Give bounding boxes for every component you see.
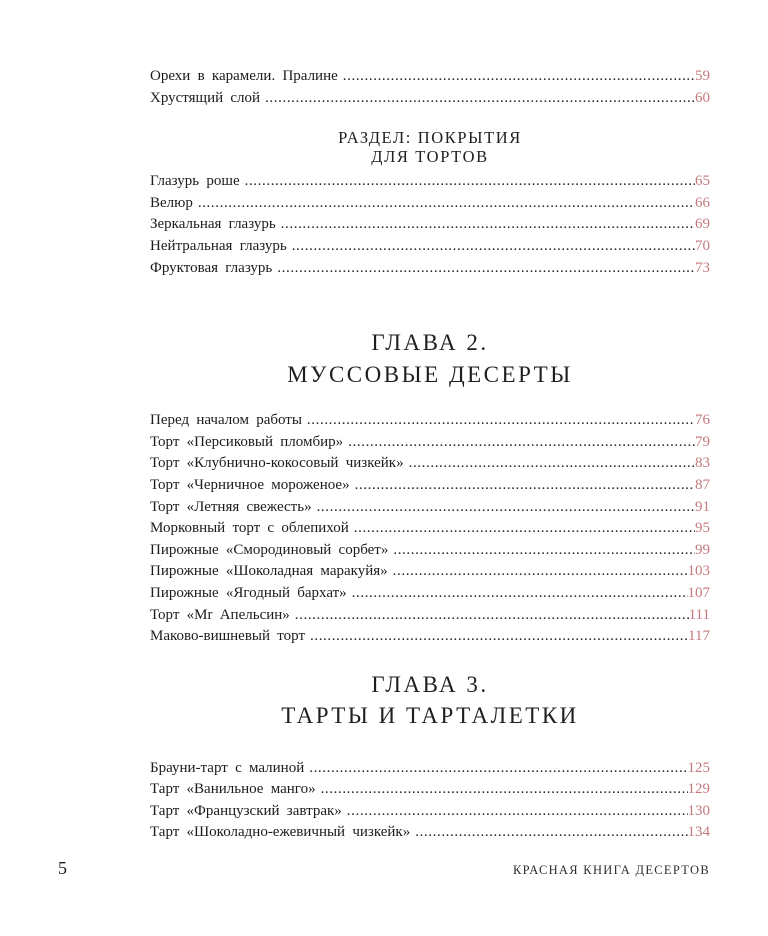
toc-leader-dots: [292, 236, 695, 258]
toc-entry-page-number: 59: [695, 68, 710, 84]
toc-entry-page-number: 95: [695, 520, 710, 537]
toc-leader-dots: [348, 432, 695, 454]
toc-entry-title: Зеркальная глазурь: [150, 216, 276, 233]
toc-entry-page-number: 125: [687, 759, 710, 776]
toc-entry-title: Нейтральная глазурь: [150, 237, 287, 254]
chapter-heading-line: ГЛАВА 2.: [371, 330, 489, 356]
toc-entry-title: Тарт «Шоколадно-ежевичный чизкейк»: [150, 824, 411, 841]
toc-entry-page-number: 130: [687, 802, 710, 819]
toc-entry-title: Пирожные «Шоколадная маракуйя»: [150, 563, 388, 580]
toc-entry-row: [150, 758, 710, 780]
toc-entry-title: Тарт «Ванильное манго»: [150, 781, 316, 798]
toc-entry-row: [150, 801, 710, 823]
toc-leader-dots: [198, 193, 695, 215]
chapter-heading: [150, 327, 710, 390]
toc-leader-dots: [281, 214, 695, 236]
toc-entry-page-number: 65: [695, 173, 710, 190]
toc-entry-row: [150, 583, 710, 605]
toc-entry-page-number: 73: [695, 259, 710, 276]
toc-entry-page-number: 87: [695, 476, 710, 493]
toc-entry-title: Маково-вишневый торт: [150, 628, 305, 645]
toc-leader-dots: [321, 779, 688, 801]
toc-entry-title: Морковный торт с облепихой: [150, 520, 349, 537]
toc-leader-dots: [354, 518, 695, 540]
toc-entry-title: Орехи в карамели. Пралине: [150, 68, 338, 84]
toc-entry-page-number: 83: [695, 455, 710, 472]
toc-entry-title: Глазурь роше: [150, 173, 240, 190]
toc-entry-page-number: 134: [687, 824, 710, 841]
table-of-contents: [150, 0, 710, 844]
toc-leader-dots: [277, 258, 695, 280]
toc-entry-page-number: 99: [695, 541, 710, 558]
toc-leader-dots: [409, 453, 695, 475]
toc-entry-page-number: 111: [688, 606, 710, 623]
toc-leader-dots: [307, 410, 695, 432]
toc-entry-title: Тарт «Французский завтрак»: [150, 802, 342, 819]
toc-entry-row: [150, 605, 710, 627]
toc-entry-row: [150, 453, 710, 475]
toc-leader-dots: [355, 475, 695, 497]
chapter-heading-line: ГЛАВА 3.: [371, 671, 489, 697]
toc-leader-dots: [310, 626, 688, 648]
toc-entry-row: [150, 171, 710, 193]
toc-entry-row: [150, 214, 710, 236]
toc-entry-page-number: 129: [687, 781, 710, 798]
toc-entry-row: [150, 66, 710, 88]
toc-entry-page-number: 76: [695, 412, 710, 429]
section-heading-line: ДЛЯ ТОРТОВ: [371, 147, 489, 167]
toc-entry-title: Торт «Летняя свежесть»: [150, 498, 312, 515]
toc-entry-page-number: 60: [695, 89, 710, 106]
section-heading-line: РАЗДЕЛ: ПОКРЫТИЯ: [338, 128, 522, 148]
toc-leader-dots: [393, 540, 695, 562]
toc-entry-title: Перед началом работы: [150, 412, 302, 429]
toc-entry-row: [150, 518, 710, 540]
toc-entry-page-number: 107: [687, 584, 710, 601]
toc-entry-title: Велюр: [150, 194, 193, 211]
chapter-heading: [150, 669, 710, 732]
toc-entry-row: [150, 88, 710, 110]
folio-page-number: 5: [58, 858, 67, 878]
toc-entry-page-number: 103: [687, 563, 710, 580]
toc-entry-row: [150, 432, 710, 454]
toc-entry-page-number: 70: [695, 237, 710, 254]
toc-leader-dots: [347, 801, 688, 823]
toc-leader-dots: [415, 822, 687, 844]
toc-entries-group: [150, 66, 710, 109]
toc-entry-title: Торт «Клубнично-кокосовый чизкейк»: [150, 455, 404, 472]
toc-entry-title: Торт «Mr Апельсин»: [150, 606, 290, 623]
toc-entry-page-number: 69: [695, 216, 710, 233]
toc-entries-group: [150, 171, 710, 279]
toc-entry-title: Торт «Персиковый пломбир»: [150, 433, 344, 450]
toc-leader-dots: [393, 561, 688, 583]
toc-entry-title: Хрустящий слой: [150, 89, 261, 106]
toc-entry-page-number: 117: [688, 628, 710, 645]
toc-entry-page-number: 79: [695, 433, 710, 450]
toc-entry-row: [150, 779, 710, 801]
toc-leader-dots: [245, 171, 695, 193]
toc-leader-dots: [295, 605, 689, 627]
toc-leader-dots: [343, 66, 695, 88]
toc-entry-row: [150, 497, 710, 519]
chapter-heading-line: МУССОВЫЕ ДЕСЕРТЫ: [287, 361, 573, 387]
section-heading: [150, 128, 710, 166]
toc-entry-row: [150, 258, 710, 280]
chapter-heading-line: ТАРТЫ И ТАРТАЛЕТКИ: [281, 703, 579, 729]
toc-entry-row: [150, 410, 710, 432]
toc-entry-row: [150, 540, 710, 562]
toc-entry-page-number: 91: [695, 498, 710, 515]
toc-entries-group: [150, 410, 710, 648]
toc-leader-dots: [265, 88, 695, 110]
running-title: КРАСНАЯ КНИГА ДЕСЕРТОВ: [512, 863, 710, 877]
toc-entry-row: [150, 236, 710, 258]
toc-entry-row: [150, 822, 710, 844]
toc-entry-row: [150, 561, 710, 583]
toc-leader-dots: [352, 583, 688, 605]
toc-entry-row: [150, 475, 710, 497]
toc-leader-dots: [317, 497, 695, 519]
toc-entry-title: Пирожные «Смородиновый сорбет»: [150, 541, 389, 558]
toc-entry-page-number: 66: [695, 194, 710, 211]
toc-entries-group: [150, 758, 710, 844]
toc-entry-title: Торт «Черничное мороженое»: [150, 476, 350, 493]
toc-leader-dots: [309, 758, 687, 780]
toc-entry-title: Фруктовая глазурь: [150, 259, 273, 276]
page-footer: [58, 858, 710, 879]
toc-entry-row: [150, 626, 710, 648]
toc-entry-title: Пирожные «Ягодный бархат»: [150, 584, 347, 601]
toc-entry-row: [150, 193, 710, 215]
toc-entry-title: Брауни-тарт с малиной: [150, 759, 305, 776]
